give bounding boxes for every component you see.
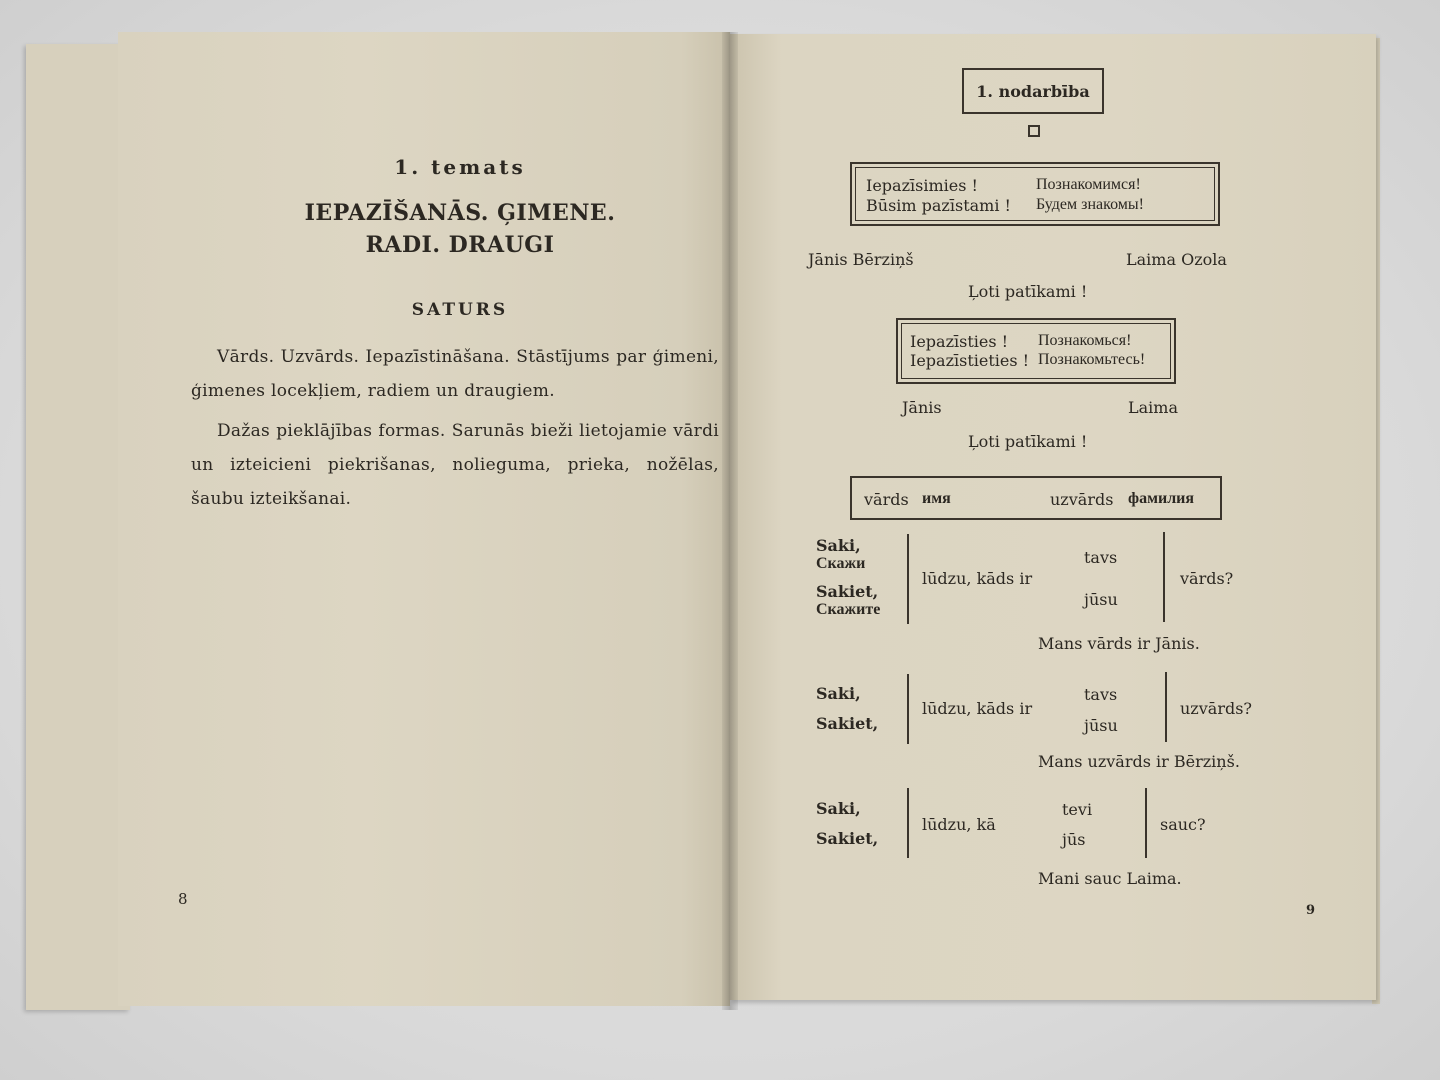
lesson-title-box [962, 68, 1104, 114]
t1-answer: Mans vārds ir Jānis. [1038, 634, 1200, 653]
t1-end: vārds? [1180, 569, 1234, 588]
page-number-right: 9 [1306, 903, 1316, 918]
phrase1-lv-line1: Iepazīsimies ! [866, 176, 978, 195]
t3-end: sauc? [1160, 815, 1206, 834]
phrase2-ru-line2: Познакомьтесь! [1038, 351, 1146, 368]
vocab-vards-ru: имя [922, 490, 951, 507]
t3-sakiet: Sakiet, [816, 829, 879, 848]
square-icon [1028, 125, 1040, 137]
t1-saki: Saki, [816, 536, 861, 555]
t3-option1: tevi [1062, 800, 1093, 819]
topic-number: 1. temats [394, 155, 526, 179]
t1-divider-left [907, 534, 909, 624]
phrase2-lv-line2: Iepazīstieties ! [910, 351, 1030, 370]
t2-option1: tavs [1084, 685, 1118, 704]
page-number-left: 8 [178, 890, 188, 908]
t3-answer: Mani sauc Laima. [1038, 869, 1182, 888]
t1-sakiet: Sakiet, [816, 582, 879, 601]
contents-paragraph-2: Dažas pieklājības formas. Sarunās bieži lietojamie vārdi un izteicieni piekrišanas, nolieguma, prieka, nožēlas, šaubu izteikšanai. [191, 421, 719, 509]
contents-heading: SATURS [411, 300, 509, 320]
phrase1-ru-line2: Будем знакомы! [1036, 196, 1144, 213]
t2-saki: Saki, [816, 684, 861, 703]
book-cover-edge [26, 44, 130, 1010]
t3-saki: Saki, [816, 799, 861, 818]
t1-sakiet-ru: Скажите [816, 601, 881, 618]
page-title-line1: IEPAZĪŠANĀS. ĢIMENE. [304, 200, 616, 226]
phrase-box-1 [850, 162, 1220, 226]
reply-1: Ļoti patīkami ! [968, 282, 1088, 301]
t3-middle: lūdzu, kā [922, 815, 996, 834]
t2-divider-right [1165, 672, 1167, 742]
phrase2-lv-line1: Iepazīsties ! [910, 332, 1009, 351]
vocab-vards: vārds [864, 490, 909, 509]
t2-divider-left [907, 674, 909, 744]
t1-option1: tavs [1084, 548, 1118, 567]
phrase2-ru-line1: Познакомься! [1038, 332, 1132, 349]
lesson-title: 1. nodarbība [976, 82, 1090, 101]
name-1-full: Jānis Bērziņš [808, 250, 914, 269]
vocab-uzvards: uzvārds [1050, 490, 1114, 509]
t2-answer: Mans uzvārds ir Bērziņš. [1038, 752, 1240, 771]
t1-option2: jūsu [1084, 590, 1118, 609]
t2-middle: lūdzu, kāds ir [922, 699, 1033, 718]
t1-middle: lūdzu, kāds ir [922, 569, 1033, 588]
name-2-full: Laima Ozola [1126, 250, 1227, 269]
contents-text [191, 340, 719, 522]
vocab-box [850, 476, 1222, 520]
phrase1-lv-line2: Būsim pazīstami ! [866, 196, 1011, 215]
t2-end: uzvārds? [1180, 699, 1252, 718]
t3-divider-left [907, 788, 909, 858]
phrase-box-2 [896, 318, 1176, 384]
t2-option2: jūsu [1084, 716, 1118, 735]
name-2-short: Laima [1128, 398, 1178, 417]
t3-divider-right [1145, 788, 1147, 858]
reply-2: Ļoti patīkami ! [968, 432, 1088, 451]
t1-divider-right [1163, 532, 1165, 622]
t2-sakiet: Sakiet, [816, 714, 879, 733]
name-1-short: Jānis [902, 398, 942, 417]
contents-paragraph-1: Vārds. Uzvārds. Iepazīstināšana. Stāstījums par ģimeni, ģimenes locekļiem, radiem un draugiem. [191, 347, 719, 401]
t1-saki-ru: Скажи [816, 555, 866, 572]
phrase1-ru-line1: Познакомимся! [1036, 176, 1141, 193]
page-title-line2: RADI. DRAUGI [365, 232, 555, 258]
t3-option2: jūs [1062, 830, 1086, 849]
vocab-uzvards-ru: фамилия [1128, 490, 1195, 507]
